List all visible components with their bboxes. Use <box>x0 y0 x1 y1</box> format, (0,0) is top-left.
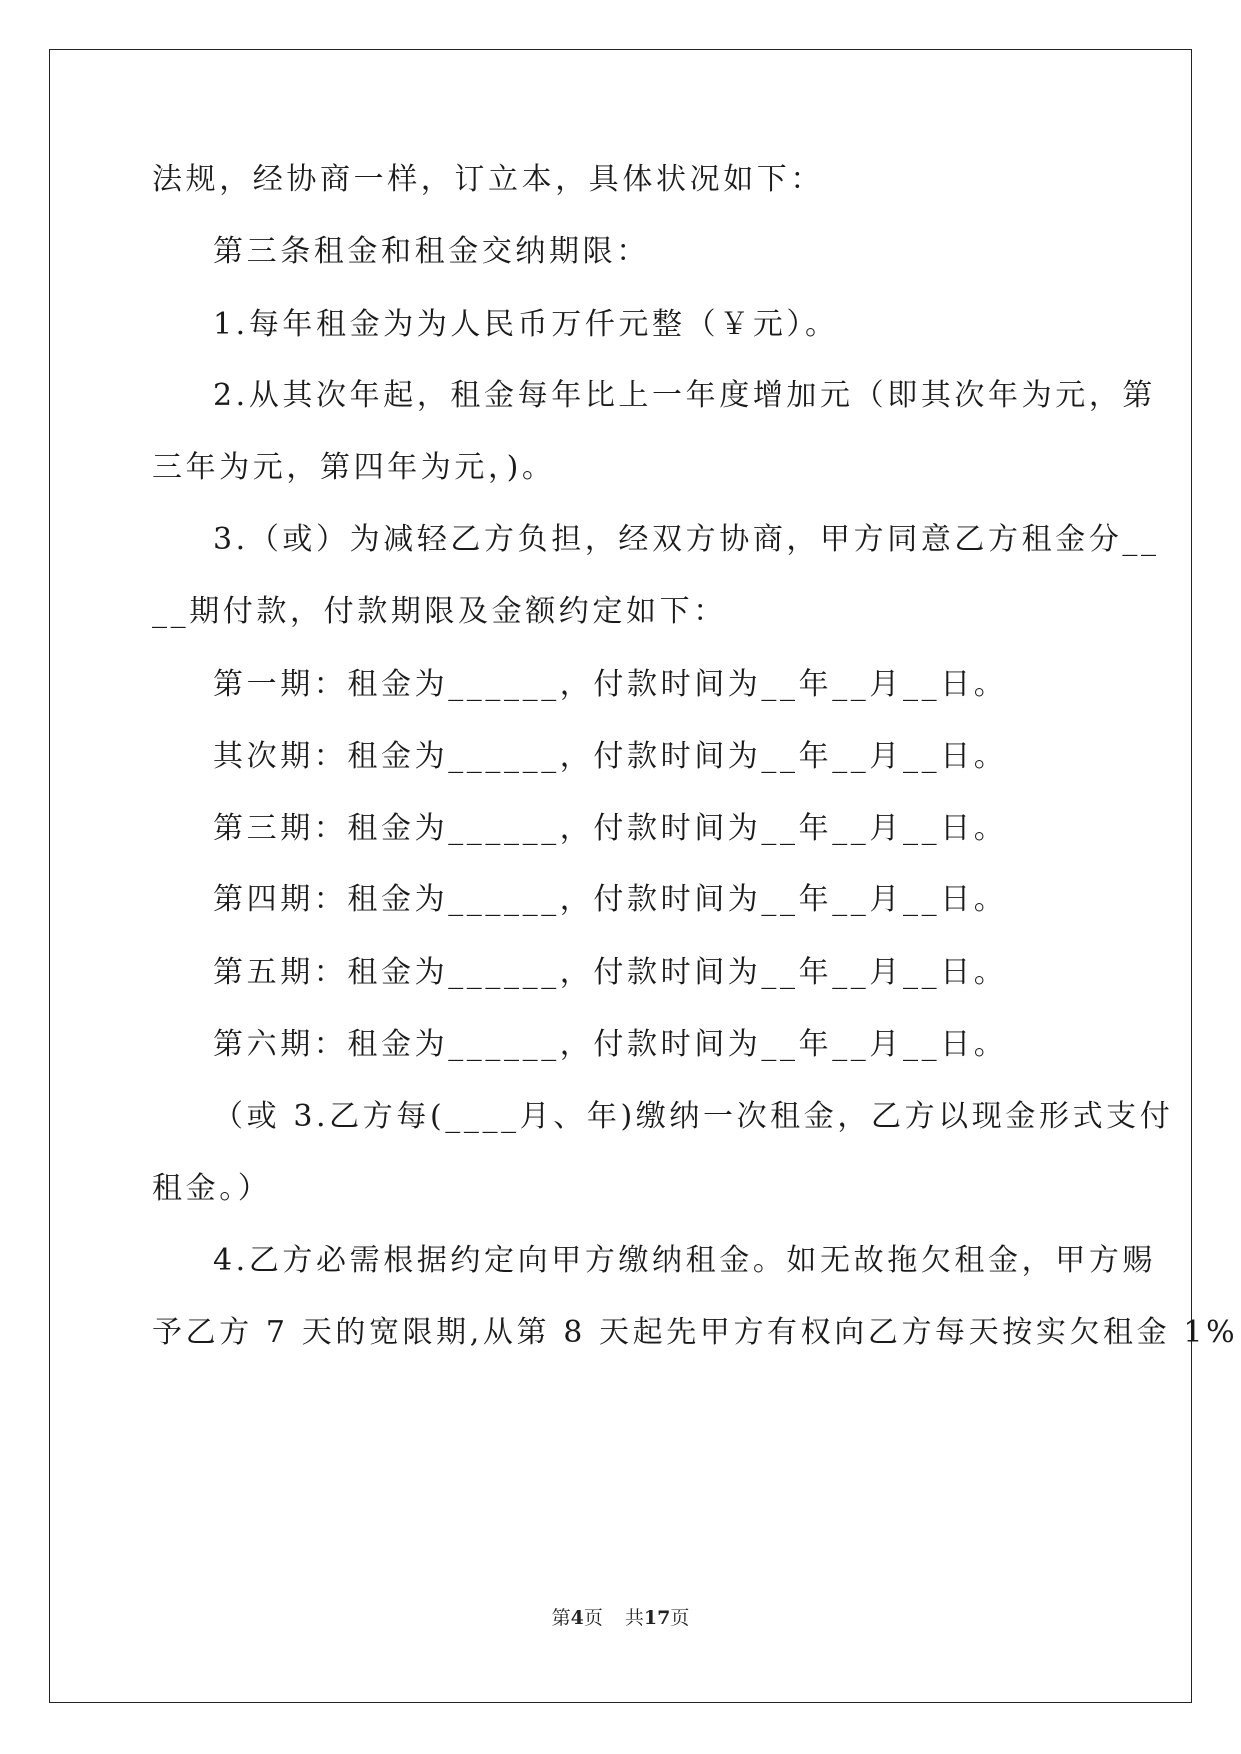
footer-total-suffix: 页 <box>670 1607 690 1629</box>
paragraph-line: 第六期：租金为______，付款时间为__年__月__日。 <box>213 1027 1008 1062</box>
paragraph-line: 第五期：租金为______，付款时间为__年__月__日。 <box>213 955 1008 990</box>
paragraph-line: （或 3.乙方每(____月、年)缴纳一次租金，乙方以现金形式支付 <box>213 1099 1174 1134</box>
paragraph-line: 法规，经协商一样，订立本，具体状况如下： <box>152 162 824 197</box>
paragraph-line: 3.（或）为减轻乙方负担，经双方协商，甲方同意乙方租金分__ <box>213 522 1160 557</box>
paragraph-line: 其次期：租金为______，付款时间为__年__月__日。 <box>213 739 1008 774</box>
paragraph-line: 第三条租金和租金交纳期限： <box>213 234 650 269</box>
paragraph-line: 予乙方 7 天的宽限期,从第 8 天起先甲方有权向乙方每天按实欠租金 1% <box>152 1315 1239 1350</box>
paragraph-line: 第一期：租金为______，付款时间为__年__月__日。 <box>213 667 1008 702</box>
paragraph-line: 租金。） <box>152 1171 272 1206</box>
paragraph-line: 三年为元，第四年为元，)。 <box>152 450 556 485</box>
footer-page-number: 4 <box>570 1607 584 1629</box>
page-frame <box>49 49 1192 1703</box>
paragraph-line: __期付款，付款期限及金额约定如下： <box>152 594 727 629</box>
paragraph-line: 1.每年租金为为人民币万仟元整（￥元）。 <box>213 307 839 342</box>
footer-total-pages: 17 <box>643 1607 671 1629</box>
footer-page-suffix: 页 <box>583 1607 603 1629</box>
paragraph-line: 第四期：租金为______，付款时间为__年__月__日。 <box>213 882 1008 917</box>
page-footer <box>0 1606 1241 1630</box>
paragraph-line: 4.乙方必需根据约定向甲方缴纳租金。如无故拖欠租金，甲方赐 <box>213 1243 1157 1278</box>
paragraph-line: 2.从其次年起，租金每年比上一年度增加元（即其次年为元，第 <box>213 378 1157 413</box>
footer-total-prefix: 共 <box>624 1607 644 1629</box>
paragraph-line: 第三期：租金为______，付款时间为__年__月__日。 <box>213 811 1008 846</box>
footer-page-prefix: 第 <box>551 1607 571 1629</box>
